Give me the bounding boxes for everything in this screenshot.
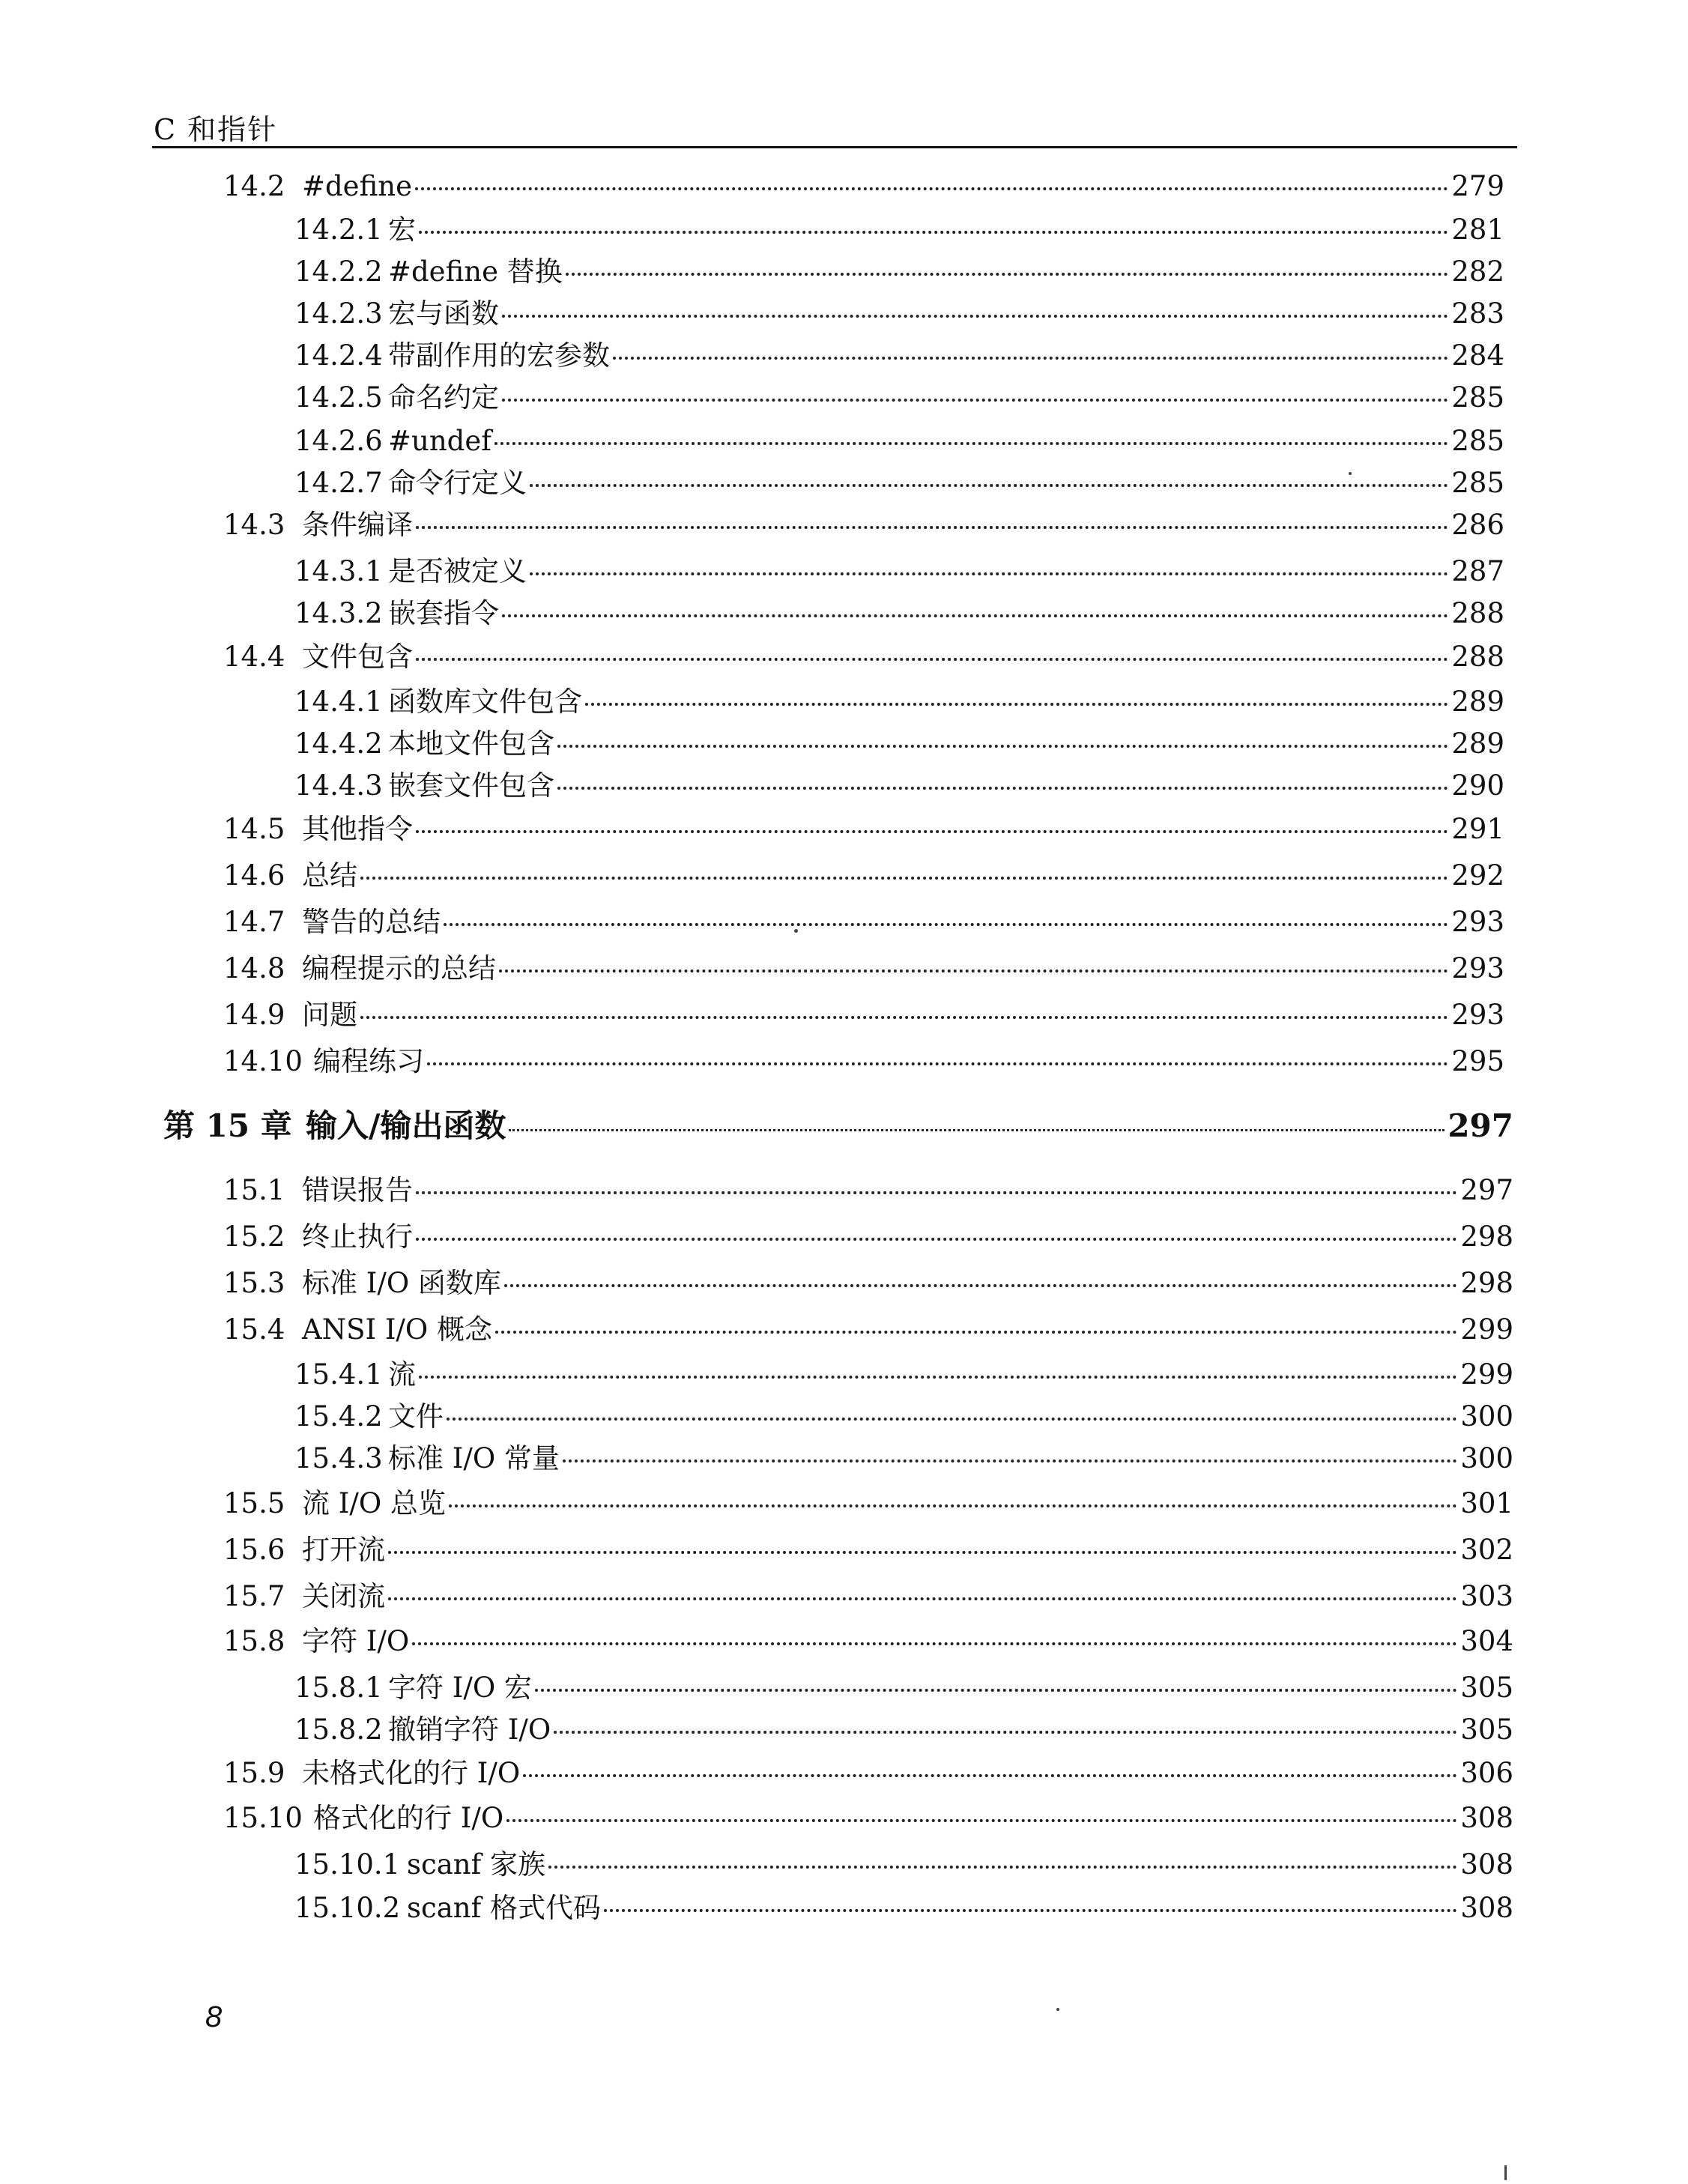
toc-entry-number: 15.6 [223, 1534, 285, 1566]
toc-entry-page: 289 [1451, 686, 1504, 718]
toc-entry-page: 292 [1451, 859, 1504, 892]
toc-entry-number: 15.10.1 [294, 1848, 401, 1881]
toc-entry-page: 285 [1451, 381, 1504, 414]
dot-leader [495, 1331, 1457, 1334]
scan-speck [1056, 2008, 1059, 2011]
toc-entry-title: 本地文件包含 [388, 728, 554, 760]
toc-entry [223, 643, 1504, 671]
toc-entry [294, 427, 1504, 455]
toc-entry [294, 255, 1504, 288]
dot-leader [415, 187, 1448, 190]
dot-leader [548, 1866, 1457, 1869]
dot-leader [416, 526, 1448, 529]
toc-entry-title: 命令行定义 [388, 467, 527, 499]
toc-entry-page: 283 [1451, 297, 1504, 330]
toc-entry-number: 15.10 [223, 1802, 303, 1834]
toc-entry [223, 908, 1504, 936]
toc-entry-title: 格式化的行 I/O [313, 1802, 504, 1834]
toc-entry [294, 1358, 1513, 1391]
toc-entry-title: 带副作用的宏参数 [388, 339, 610, 372]
dot-leader [563, 1459, 1457, 1462]
toc-entry-page: 298 [1460, 1267, 1513, 1299]
toc-entry-number: 15.4 [223, 1313, 285, 1346]
toc-entry-title: scanf 格式代码 [407, 1892, 602, 1924]
toc-entry-number: 14.3.2 [294, 597, 383, 629]
toc-entry-page: 301 [1460, 1487, 1513, 1519]
dot-leader [499, 970, 1448, 972]
toc-entry-title: 文件包含 [302, 641, 413, 673]
toc-entry-page: 284 [1451, 339, 1504, 372]
toc-entry-page: 305 [1460, 1713, 1513, 1746]
toc-entry-number: 14.2.5 [294, 381, 383, 414]
dot-leader [535, 1689, 1457, 1692]
dot-leader [447, 1418, 1457, 1421]
toc-entry-number: 14.8 [223, 952, 285, 984]
dot-leader [444, 923, 1448, 926]
toc-entry-number: 15.7 [223, 1580, 285, 1612]
toc-entry-page: 286 [1451, 509, 1504, 541]
toc-entry-number: 15.8.2 [294, 1713, 383, 1746]
toc-chapter-entry [163, 1107, 1513, 1144]
toc-entry [223, 1582, 1513, 1610]
dot-leader [557, 787, 1448, 790]
toc-entry-number: 14.2.6 [294, 425, 383, 457]
toc-entry-number: 14.4 [223, 641, 285, 673]
toc-entry-title: ANSI I/O 概念 [302, 1313, 492, 1346]
toc-entry-page: 297 [1447, 1107, 1513, 1144]
toc-entry-number: 15.8 [223, 1625, 285, 1657]
dot-leader [416, 1191, 1457, 1194]
toc-entry [294, 339, 1504, 372]
toc-entry-number: 14.2.3 [294, 297, 383, 330]
dot-leader [557, 745, 1448, 748]
toc-entry [223, 1804, 1513, 1832]
toc-entry-page: 308 [1460, 1892, 1513, 1924]
toc-entry-number: 15.4.2 [294, 1400, 383, 1433]
toc-entry-number: 15.2 [223, 1220, 285, 1253]
toc-entry-title: 是否被定义 [388, 555, 527, 587]
scan-speck [1349, 472, 1352, 475]
toc-entry-page: 293 [1451, 906, 1504, 938]
toc-entry [223, 859, 1504, 892]
toc-entry-title: 函数库文件包含 [388, 686, 582, 718]
toc-entry [223, 1536, 1513, 1564]
toc-entry-title: 错误报告 [302, 1174, 413, 1206]
toc-entry-page: 300 [1460, 1442, 1513, 1474]
toc-entry [223, 1313, 1513, 1346]
toc-entry-page: 290 [1451, 769, 1504, 802]
dot-leader [388, 1551, 1457, 1554]
toc-entry [294, 728, 1504, 760]
dot-leader [613, 357, 1448, 360]
toc-entry-title: 警告的总结 [302, 906, 441, 938]
toc-entry-number: 第 15 章 [163, 1107, 292, 1144]
header-rule [152, 146, 1517, 148]
dot-leader [554, 1731, 1457, 1734]
dot-leader [449, 1504, 1457, 1507]
toc-entry-title: 命名约定 [388, 381, 499, 414]
toc-entry-number: 14.3.1 [294, 555, 383, 587]
toc-entry-number: 15.4.1 [294, 1358, 383, 1391]
dot-leader [427, 1062, 1448, 1065]
toc-entry-page: 291 [1451, 813, 1504, 845]
scan-speck [794, 929, 798, 933]
toc-entry [223, 1047, 1504, 1075]
toc-entry-title: 文件 [388, 1400, 444, 1433]
toc-entry [294, 1848, 1513, 1881]
toc-entry-page: 300 [1460, 1400, 1513, 1433]
toc-entry-title: 总结 [302, 859, 357, 892]
toc-entry-title: 撤销字符 I/O [388, 1713, 551, 1746]
toc-entry [294, 1894, 1513, 1922]
toc-entry-number: 15.5 [223, 1487, 285, 1519]
dot-leader [530, 572, 1448, 575]
toc-entry [294, 381, 1504, 414]
dot-leader [416, 658, 1448, 661]
toc-entry-title: scanf 家族 [407, 1848, 546, 1881]
toc-entry-title: #define 替换 [388, 255, 563, 288]
toc-entry [294, 297, 1504, 330]
toc-entry-page: 288 [1451, 597, 1504, 629]
toc-entry-page: 308 [1460, 1848, 1513, 1881]
toc-entry-number: 15.4.3 [294, 1442, 383, 1474]
toc-entry-page: 285 [1451, 467, 1504, 499]
toc-entry [294, 1713, 1513, 1746]
toc-entry [223, 1759, 1513, 1787]
toc-entry-title: #undef [388, 425, 491, 457]
toc-entry-page: 287 [1451, 555, 1504, 587]
dot-leader [604, 1909, 1457, 1912]
toc-entry-title: 打开流 [302, 1534, 385, 1566]
toc-entry [223, 1001, 1504, 1029]
toc-entry [223, 172, 1504, 200]
toc-entry-number: 14.2.2 [294, 255, 383, 288]
toc-entry-number: 14.4.1 [294, 686, 383, 718]
toc-entry-number: 14.7 [223, 906, 285, 938]
toc-entry [294, 599, 1504, 627]
dot-leader [419, 1376, 1457, 1379]
toc-entry [294, 557, 1504, 585]
toc-entry-page: 289 [1451, 728, 1504, 760]
scan-speck [1504, 2165, 1507, 2180]
running-header: C 和指针 [154, 113, 278, 146]
toc-entry-title: 编程提示的总结 [302, 952, 496, 984]
dot-leader [504, 1284, 1457, 1287]
toc-entry-number: 14.4.2 [294, 728, 383, 760]
toc-entry-page: 297 [1460, 1174, 1513, 1206]
toc-entry-number: 15.1 [223, 1174, 285, 1206]
toc-entry-page: 304 [1460, 1625, 1513, 1657]
toc-entry-title: 标准 I/O 常量 [388, 1442, 560, 1474]
toc-entry-page: 295 [1451, 1045, 1504, 1077]
toc-entry-title: 关闭流 [302, 1580, 385, 1612]
toc-entry-number: 15.10.2 [294, 1892, 401, 1924]
toc-entry-title: 嵌套文件包含 [388, 769, 554, 802]
toc-entry-page: 305 [1460, 1672, 1513, 1704]
toc-entry-page: 293 [1451, 952, 1504, 984]
toc-entry-page: 306 [1460, 1757, 1513, 1789]
toc-entry [223, 952, 1504, 984]
toc-entry-number: 14.5 [223, 813, 285, 845]
dot-leader [530, 484, 1448, 487]
dot-leader [502, 315, 1448, 318]
toc-entry-page: 299 [1460, 1313, 1513, 1346]
toc-entry [223, 1176, 1513, 1204]
toc-entry-title: 标准 I/O 函数库 [302, 1267, 501, 1299]
toc-entry-page: 293 [1451, 999, 1504, 1031]
toc-entry-number: 14.2.4 [294, 339, 383, 372]
toc-entry [223, 511, 1504, 539]
dot-leader [419, 231, 1448, 234]
toc-entry-number: 14.2.1 [294, 214, 383, 246]
dot-leader [360, 877, 1448, 880]
toc-entry-page: 279 [1451, 170, 1504, 202]
toc-entry-number: 14.4.3 [294, 769, 383, 802]
toc-entry-page: 281 [1451, 214, 1504, 246]
toc-entry-page: 288 [1451, 641, 1504, 673]
toc-entry [223, 1489, 1513, 1517]
toc-entry-number: 15.9 [223, 1757, 285, 1789]
toc-entry-page: 308 [1460, 1802, 1513, 1834]
toc-entry-number: 15.3 [223, 1267, 285, 1299]
toc-entry [223, 815, 1504, 843]
toc-entry [294, 1442, 1513, 1474]
toc-entry [294, 214, 1504, 246]
dot-leader [523, 1774, 1457, 1777]
toc-entry [294, 769, 1504, 802]
dot-leader [509, 1129, 1445, 1131]
toc-entry-page: 302 [1460, 1534, 1513, 1566]
toc-entry-title: 输入/输出函数 [306, 1107, 506, 1144]
toc-entry-page: 282 [1451, 255, 1504, 288]
toc-entry [294, 469, 1504, 497]
dot-leader [585, 703, 1448, 706]
toc-entry-title: 终止执行 [302, 1220, 413, 1253]
toc-entry [294, 1400, 1513, 1433]
toc-entry-page: 299 [1460, 1358, 1513, 1391]
toc-entry [294, 688, 1504, 716]
dot-leader [416, 1238, 1457, 1241]
toc-entry-page: 298 [1460, 1220, 1513, 1253]
toc-entry-number: 14.6 [223, 859, 285, 892]
toc-entry-title: #define [302, 170, 412, 202]
toc-entry-title: 编程练习 [313, 1045, 424, 1077]
toc-entry-title: 字符 I/O 宏 [388, 1672, 532, 1704]
dot-leader [412, 1642, 1457, 1645]
toc-entry-number: 15.8.1 [294, 1672, 383, 1704]
toc-entry-page: 285 [1451, 425, 1504, 457]
toc-entry-title: 条件编译 [302, 509, 413, 541]
toc-entry-title: 流 [388, 1358, 416, 1391]
toc-entry-title: 其他指令 [302, 813, 413, 845]
dot-leader [360, 1016, 1448, 1019]
toc-entry-page: 303 [1460, 1580, 1513, 1612]
dot-leader [416, 830, 1448, 833]
toc-entry-title: 宏与函数 [388, 297, 499, 330]
dot-leader [502, 399, 1448, 402]
dot-leader [506, 1819, 1457, 1822]
dot-leader [502, 614, 1448, 617]
toc-entry-number: 14.9 [223, 999, 285, 1031]
toc-entry [223, 1627, 1513, 1655]
toc-entry-number: 14.2 [223, 170, 285, 202]
dot-leader [494, 442, 1448, 445]
toc-entry [294, 1672, 1513, 1704]
toc-entry-number: 14.2.7 [294, 467, 383, 499]
page-number: 8 [205, 2000, 223, 2033]
toc-entry-number: 14.3 [223, 509, 285, 541]
dot-leader [566, 273, 1449, 276]
toc-entry-title: 流 I/O 总览 [302, 1487, 446, 1519]
toc-entry-title: 宏 [388, 214, 416, 246]
toc-entry-title: 字符 I/O [302, 1625, 410, 1657]
dot-leader [388, 1597, 1457, 1600]
toc-entry [223, 1220, 1513, 1253]
toc-entry-title: 问题 [302, 999, 357, 1031]
toc-entry-title: 未格式化的行 I/O [302, 1757, 521, 1789]
toc-entry [223, 1269, 1513, 1297]
toc-entry-title: 嵌套指令 [388, 597, 499, 629]
toc-entry-number: 14.10 [223, 1045, 303, 1077]
